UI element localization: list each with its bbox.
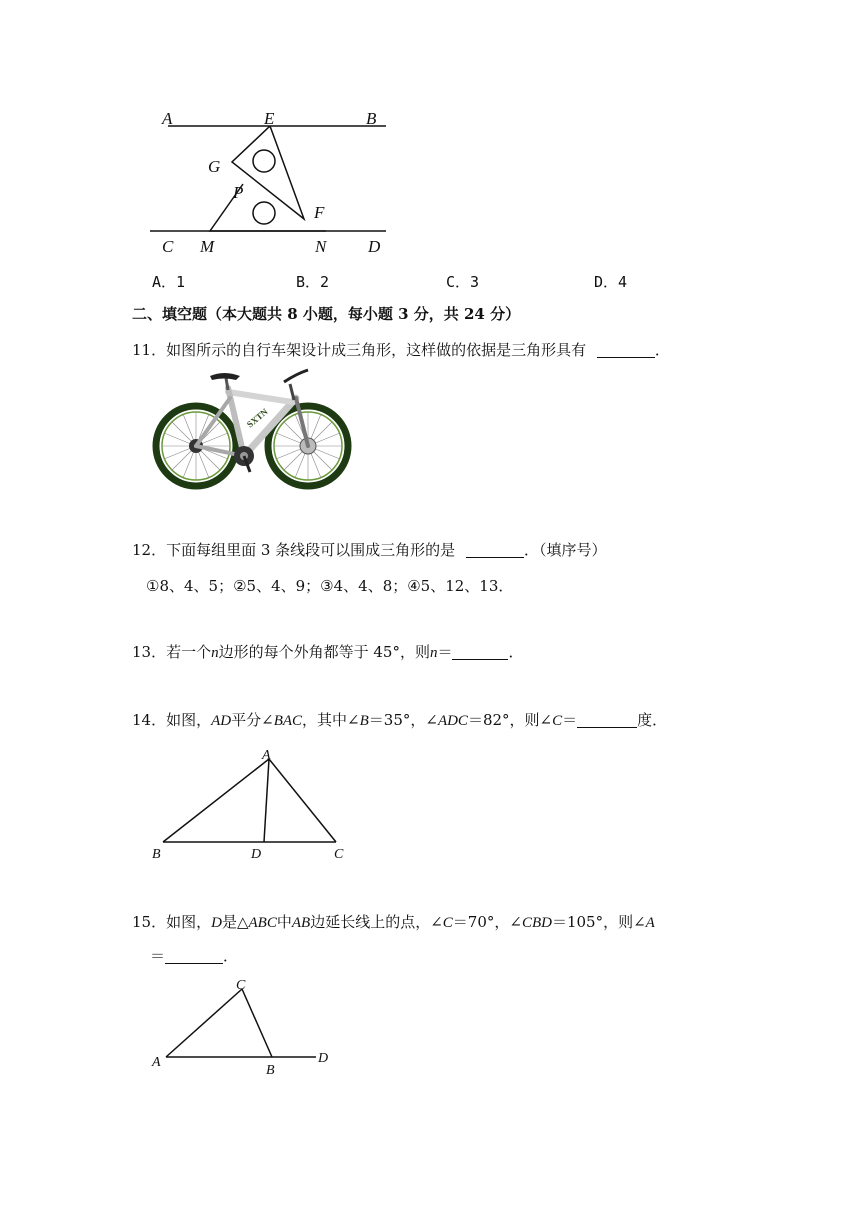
label-m: M	[200, 237, 215, 256]
q10-option-c: C．3	[446, 273, 480, 291]
q11-text: 如图所示的自行车架设计成三角形，这样做的依据是三角形具有	[166, 341, 587, 359]
label-c: C	[236, 978, 246, 993]
q12-options: ①8、4、5；②5、4、9；③4、4、8；④5、12、13．	[146, 577, 514, 595]
label-b: B	[366, 109, 377, 128]
circle-lower	[253, 202, 275, 224]
q13-question: 13．若一个n边形的每个外角都等于 45°，则n＝ ．	[132, 643, 524, 661]
q10-figure	[140, 100, 400, 260]
q15-question: 15．如图，D是△ABC中AB边延长线上的点，∠C＝70°，∠CBD＝105°，则∠A	[132, 913, 655, 931]
saddle	[210, 373, 240, 390]
q11-question: 11．如图所示的自行车架设计成三角形，这样做的依据是三角形具有 ．	[132, 341, 670, 359]
q10-option-b: B．2	[296, 273, 330, 291]
q12-number: 12．	[132, 541, 167, 559]
q13-var-n: n	[211, 645, 219, 661]
q14-figure	[148, 744, 358, 866]
q12-text: 下面每组里面 3 条线段可以围成三角形的是	[166, 541, 456, 559]
triangle-egf	[232, 126, 304, 219]
label-g: G	[208, 157, 221, 176]
segment-cb	[242, 989, 272, 1057]
q11-number: 11．	[132, 341, 167, 359]
label-a: A	[262, 748, 271, 763]
label-b: B	[266, 1063, 275, 1078]
label-e: E	[264, 109, 275, 128]
label-d: D	[251, 847, 262, 862]
label-d: D	[318, 1051, 329, 1066]
label-d: D	[368, 237, 381, 256]
segment-ab	[163, 759, 269, 842]
q12-question: 12．下面每组里面 3 条线段可以围成三角形的是 ．（填序号）	[132, 541, 607, 559]
label-b: B	[152, 847, 161, 862]
label-a: A	[152, 1055, 161, 1070]
svg-text:SXTN: SXTN	[244, 406, 270, 430]
label-p: P	[233, 183, 244, 202]
label-c: C	[162, 237, 174, 256]
q10-option-d: D．4	[594, 273, 628, 291]
q14-answer-blank[interactable]	[577, 713, 637, 728]
circle-upper	[253, 150, 275, 172]
q12-answer-blank[interactable]	[466, 543, 524, 558]
q11-answer-blank[interactable]	[597, 343, 655, 358]
label-f: F	[314, 203, 325, 222]
label-n: N	[315, 237, 327, 256]
bicycle-image	[150, 368, 354, 492]
label-c: C	[334, 847, 344, 862]
q10-option-a: A．1	[152, 273, 186, 291]
section-heading: 二、填空题（本大题共 8 小题，每小题 3 分，共 24 分）	[132, 305, 521, 323]
q15-answer-line: ＝ ．	[150, 947, 239, 965]
q14-question: 14．如图，AD平分∠BAC，其中∠B＝35°，∠ADC＝82°，则∠C＝ 度．	[132, 711, 668, 729]
segment-ac	[269, 759, 336, 842]
q15-answer-blank[interactable]	[165, 949, 223, 964]
crankset	[234, 446, 254, 472]
q15-figure	[146, 974, 342, 1078]
segment-ac	[166, 989, 242, 1057]
segment-ad	[264, 759, 269, 842]
label-a: A	[162, 109, 173, 128]
q13-answer-blank[interactable]	[452, 645, 508, 660]
